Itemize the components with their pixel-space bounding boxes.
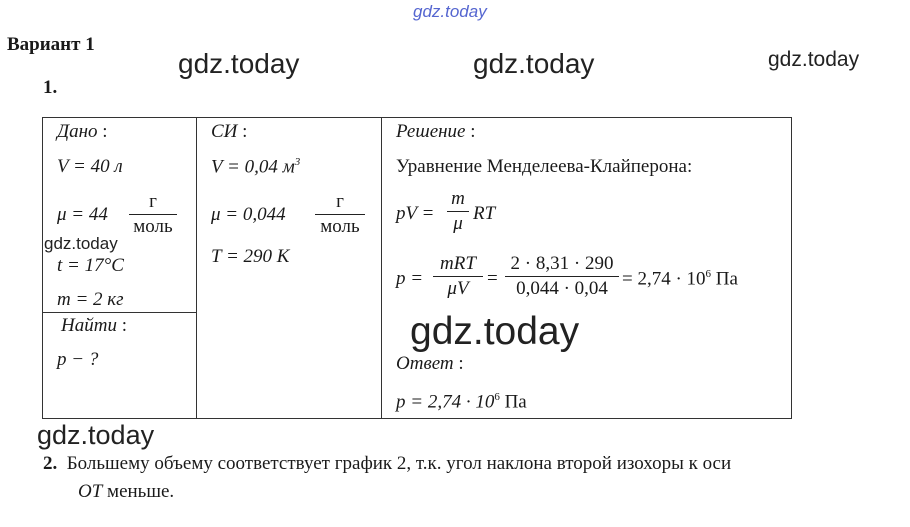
find-value: p − ? <box>57 349 99 370</box>
eq1-right: RT <box>473 203 496 224</box>
given-temperature: t = 17°C <box>57 255 124 276</box>
watermark: gdz.today <box>768 48 860 71</box>
task-2-text-cont: OT меньше. <box>78 481 175 502</box>
eq2-result: = $2,74 \cdot 10^6$ Па <box>622 268 738 290</box>
eq2-equals: = <box>487 268 498 289</box>
find-header: Найти : <box>61 315 127 336</box>
equation-title: Уравнение Менделеева-Клайперона: <box>396 156 693 177</box>
eq1-left: pV = <box>396 203 435 224</box>
watermark-top: gdz.today <box>413 2 487 21</box>
si-molar-mass: μ = 0,044 <box>211 204 286 225</box>
table-divider <box>43 312 196 313</box>
watermark: gdz.today <box>473 48 595 79</box>
watermark: gdz.today <box>410 310 580 353</box>
answer-value: $p = 2,74 \cdot 10^6$ Па <box>396 391 527 413</box>
eq2-fraction-2: 2 · 8,31 · 290 0,044 · 0,04 <box>505 253 619 300</box>
si-header: СИ : <box>211 121 248 142</box>
eq2-fraction-1: mRT μV <box>433 253 483 300</box>
eq1-fraction: m μ <box>447 188 469 235</box>
given-molar-unit: г моль <box>129 191 177 238</box>
watermark: gdz.today <box>37 420 155 450</box>
task-2-number: 2. <box>43 453 58 474</box>
watermark: gdz.today <box>44 234 118 253</box>
given-mass: m = 2 кг <box>57 289 124 310</box>
given-header: Дано : <box>57 121 108 142</box>
answer-header: Ответ : <box>396 353 464 374</box>
si-volume: V = 0,04 $м^3$ <box>211 156 301 178</box>
si-molar-unit: г моль <box>315 191 365 238</box>
watermark: gdz.today <box>178 48 300 79</box>
eq2-left: p = <box>396 268 424 289</box>
variant-heading: Вариант 1 <box>7 34 95 55</box>
given-volume: V = 40 л <box>57 156 123 177</box>
given-molar-mass: μ = 44 <box>57 204 108 225</box>
table-divider <box>381 118 382 418</box>
solution-header: Решение : <box>396 121 476 142</box>
task-1-number: 1. <box>43 77 58 98</box>
solution-table <box>42 117 792 419</box>
si-temperature: T = 290 К <box>211 246 290 267</box>
table-divider <box>196 118 197 418</box>
task-2-text: 2. Большему объему соответствует график 2, т.к. угол наклона второй изохоры к оси <box>43 453 732 474</box>
